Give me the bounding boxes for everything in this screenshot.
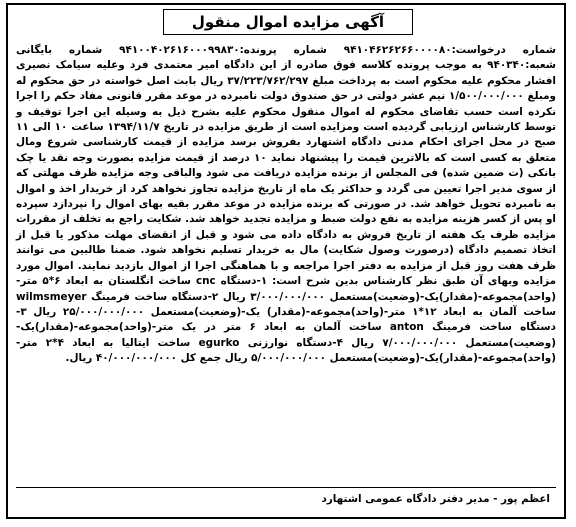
notice-title: آگهی مزایده اموال منقول bbox=[163, 9, 413, 35]
signature-divider bbox=[16, 487, 556, 488]
notice-body bbox=[16, 43, 556, 367]
notice-signature: اعظم پور - مدیر دفتر دادگاه عمومی اشتهارد bbox=[321, 493, 550, 505]
notice-body-text: شماره درخواست:۹۴۱۰۴۶۲۶۲۶۶۰۰۰۰۸۰ شماره پرونده:۹۴۱۰۰۴۰۲۶۱۶۰۰۰۹۹۸۳۰ شماره بایگانی شعبه:۹۴۰۳۴۰ به موجب پرونده کلاسه فوق صادره از این دادگاه امیر معتمدی فرد وعلیه سیامک نصیری افشار محکوم علیه محکوم است به پرداخت مبلغ ۳۷/۲۲۳/۷۶۲/۲۹۷ ریال بابت اصل خواسته در حق محکوم له ومبلغ ۱/۵۰۰/۰۰۰/۰۰۰ نیم عشر دولتی در حق صندوق دولت نامبرده در موعد مقرر قانونی مفاد حکم را اجرا نکرده است حسب تقاضای محکوم له اموال منقول محکوم علیه بشرح ذیل به وسیله این اجرا توقیف و توسط کارشناس ارزیابی گردیده است ومزایده است از طریق مزایده در تاریخ ۱۳۹۴/۱۱/۷ ساعت ۱۰ الی ۱۱ صبح در محل اجرای احکام مدنی دادگاه اشتهارد بفروش برسد مزایده از قیمت کارشناسی شروع ومال متعلق به کسی است که بالاترین قیمت را پیشنهاد نماید ۱۰ درصد از قیمت مزایده بصورت وجه نقد یا چک بانکی (ت ضمین شده) فی المجلس از برنده مزایده دریافت می شود والباقی وجه مزایده ظرف مهلتی که از سوی مدیر اجرا تعیین می گردد و حداکثر یک ماه از تاریخ مزایده تجاوز نخواهد کرد از خریدار اخذ و اموال به نامبرده تحویل خواهد شد. در صورتی که برنده مزایده در موعد مقرر بقیه بهای اموال را نپردازد سپرده او پس از کسر هزینه مزایده به نفع دولت ضبط و مزایده تجدید خواهد شد. شکایت راجع به تخلف از مقررات مزایده ظرف یک هفته از تاریخ فروش به دادگاه داده می شود و قبل از انقضای مهلت مذکور یا قبل از اتخاذ تصمیم دادگاه (درصورت وصول شکایت) مال به خریدار تسلیم نخواهد شود. ضمنا طالبین می توانند ظرف هفت روز قبل از مزایده به دفتر اجرا مراجعه و با هماهنگی اجرا از اموال بازدید نمایند. اموال مورد مزایده وبهای آن طبق نظر کارشناس بدین شرح است: ۱-دستگاه cnc ساخت انگلستان به ابعاد ۶*۵ متر-(واحد)مجموعه-(مقدار)یک-(وضعیت)مستعمل ۳/۰۰۰/۰۰۰/۰۰۰ ریال ۲-دستگاه ساخت فرمینگ wilmsmeyer ساخت آلمان به ابعاد ۱۲*۱ متر-(واحد)مجموعه-(مقدار) یک-(وضعیت)مستعمل ۲۵/۰۰۰/۰۰۰/۰۰۰ ریال ۳-دستگاه ساخت فرمینگ anton ساخت آلمان به ابعاد ۶ متر در یک متر-(واحد)مجموعه-(مقدار)یک-(وضعیت)مستعمل ۷/۰۰۰/۰۰۰/۰۰۰ ریال ۴-دستگاه نوارزنی egurko ساخت ایتالیا به ابعاد ۴*۲ متر-(واحد)مجموعه-(مقدار)یک-(وضعیت)مستعمل ۵/۰۰۰/۰۰۰/۰۰۰ ریال جمع کل ۴۰/۰۰۰/۰۰۰/۰۰۰ ریال. bbox=[16, 44, 557, 365]
auction-notice bbox=[6, 3, 566, 519]
